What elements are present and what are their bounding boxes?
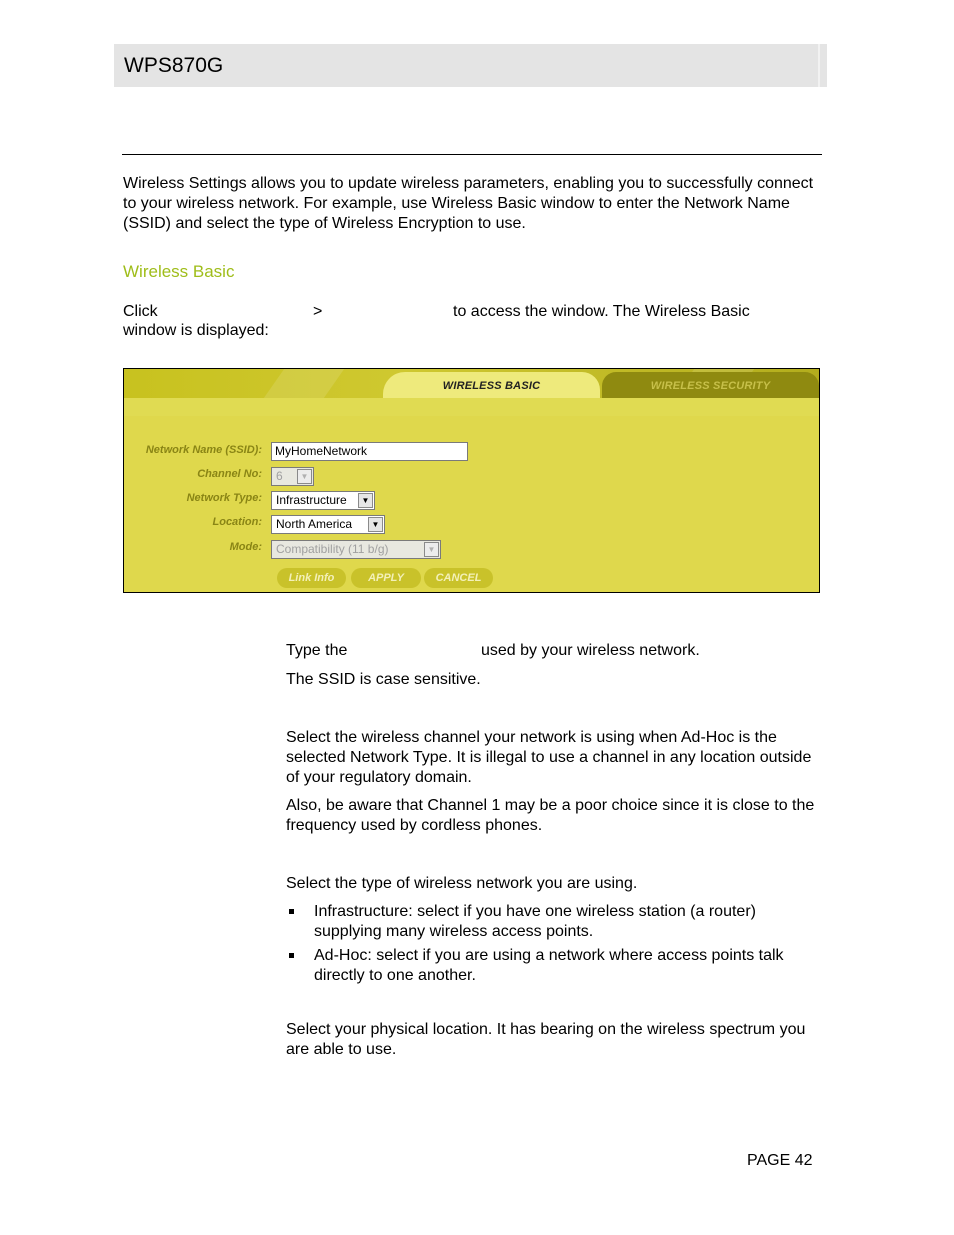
network-type-value: Infrastructure [276, 493, 347, 507]
mode-select [271, 540, 441, 559]
ssid-input[interactable]: MyHomeNetwork [271, 442, 468, 461]
list-item: Ad-Hoc: select if you are using a network where access points talk directly to one another. [286, 946, 826, 986]
ssid-note: The SSID is case sensitive. [286, 671, 481, 688]
intro-paragraph: Wireless Settings allows you to update wireless parameters, enabling you to successfully connect to your wireless network. For example, use Wireless Basic window to enter the Network Name (SSID) and select the type of Wireless Encryption to use. [123, 175, 814, 232]
cancel-button[interactable]: CANCEL [424, 568, 493, 588]
section-heading: Wireless Basic [123, 262, 235, 281]
mode-value: Compatibility (11 b/g) [276, 542, 389, 556]
channel-label: Channel No: [197, 468, 262, 480]
location-desc: Select your physical location. It has bearing on the wireless spectrum you are able to use. [286, 1021, 806, 1058]
ssid-desc-b: used by your wireless network. [481, 642, 700, 659]
header-bar [114, 44, 827, 87]
chevron-down-icon: ▼ [358, 493, 373, 508]
channel-note: Also, be aware that Channel 1 may be a poor choice since it is close to the frequency used by cordless phones. [286, 797, 815, 834]
channel-desc: Select the wireless channel your network is using when Ad-Hoc is the selected Network Type. It is illegal to use a channel in any location outside of your regulatory domain. [286, 729, 812, 786]
wireless-basic-panel [123, 368, 820, 593]
network-type-desc: Select the type of wireless network you are using. [286, 875, 638, 892]
tab-wireless-security-label: WIRELESS SECURITY [650, 380, 771, 392]
header-divider [818, 44, 820, 87]
page-number: PAGE 42 [747, 1152, 813, 1169]
channel-select [271, 467, 314, 486]
network-type-select[interactable] [271, 491, 375, 510]
location-select[interactable] [271, 515, 385, 534]
chevron-down-icon: ▼ [297, 469, 312, 484]
tab-wireless-security[interactable] [602, 372, 819, 398]
click-line2: window is displayed: [123, 322, 269, 339]
chevron-down-icon: ▼ [424, 542, 439, 557]
apply-button[interactable]: APPLY [351, 568, 421, 588]
location-label: Location: [212, 516, 262, 528]
path-separator: > [313, 303, 323, 320]
panel-band [124, 398, 819, 416]
section-rule [122, 154, 822, 155]
link-info-button[interactable]: Link Info [277, 568, 346, 588]
ssid-desc-a: Type the [286, 642, 348, 659]
click-word: Click [123, 303, 158, 320]
ssid-label: Network Name (SSID): [145, 444, 262, 456]
document-title: WPS870G [124, 54, 224, 77]
tab-wireless-basic-label: WIRELESS BASIC [442, 380, 541, 392]
list-item: Infrastructure: select if you have one wireless station (a router) supplying many wireless access points. [286, 902, 826, 942]
mode-label: Mode: [229, 541, 262, 553]
network-type-label: Network Type: [186, 492, 262, 504]
tab-wireless-basic[interactable] [383, 372, 600, 400]
bullet-icon [289, 953, 294, 958]
chevron-down-icon: ▼ [368, 517, 383, 532]
click-rest: to access the window. The Wireless Basic [453, 303, 750, 320]
location-value: North America [276, 517, 353, 531]
panel-body [124, 416, 819, 592]
channel-value: 6 [276, 469, 283, 483]
bullet-icon [289, 909, 294, 914]
network-type-list [286, 902, 826, 990]
